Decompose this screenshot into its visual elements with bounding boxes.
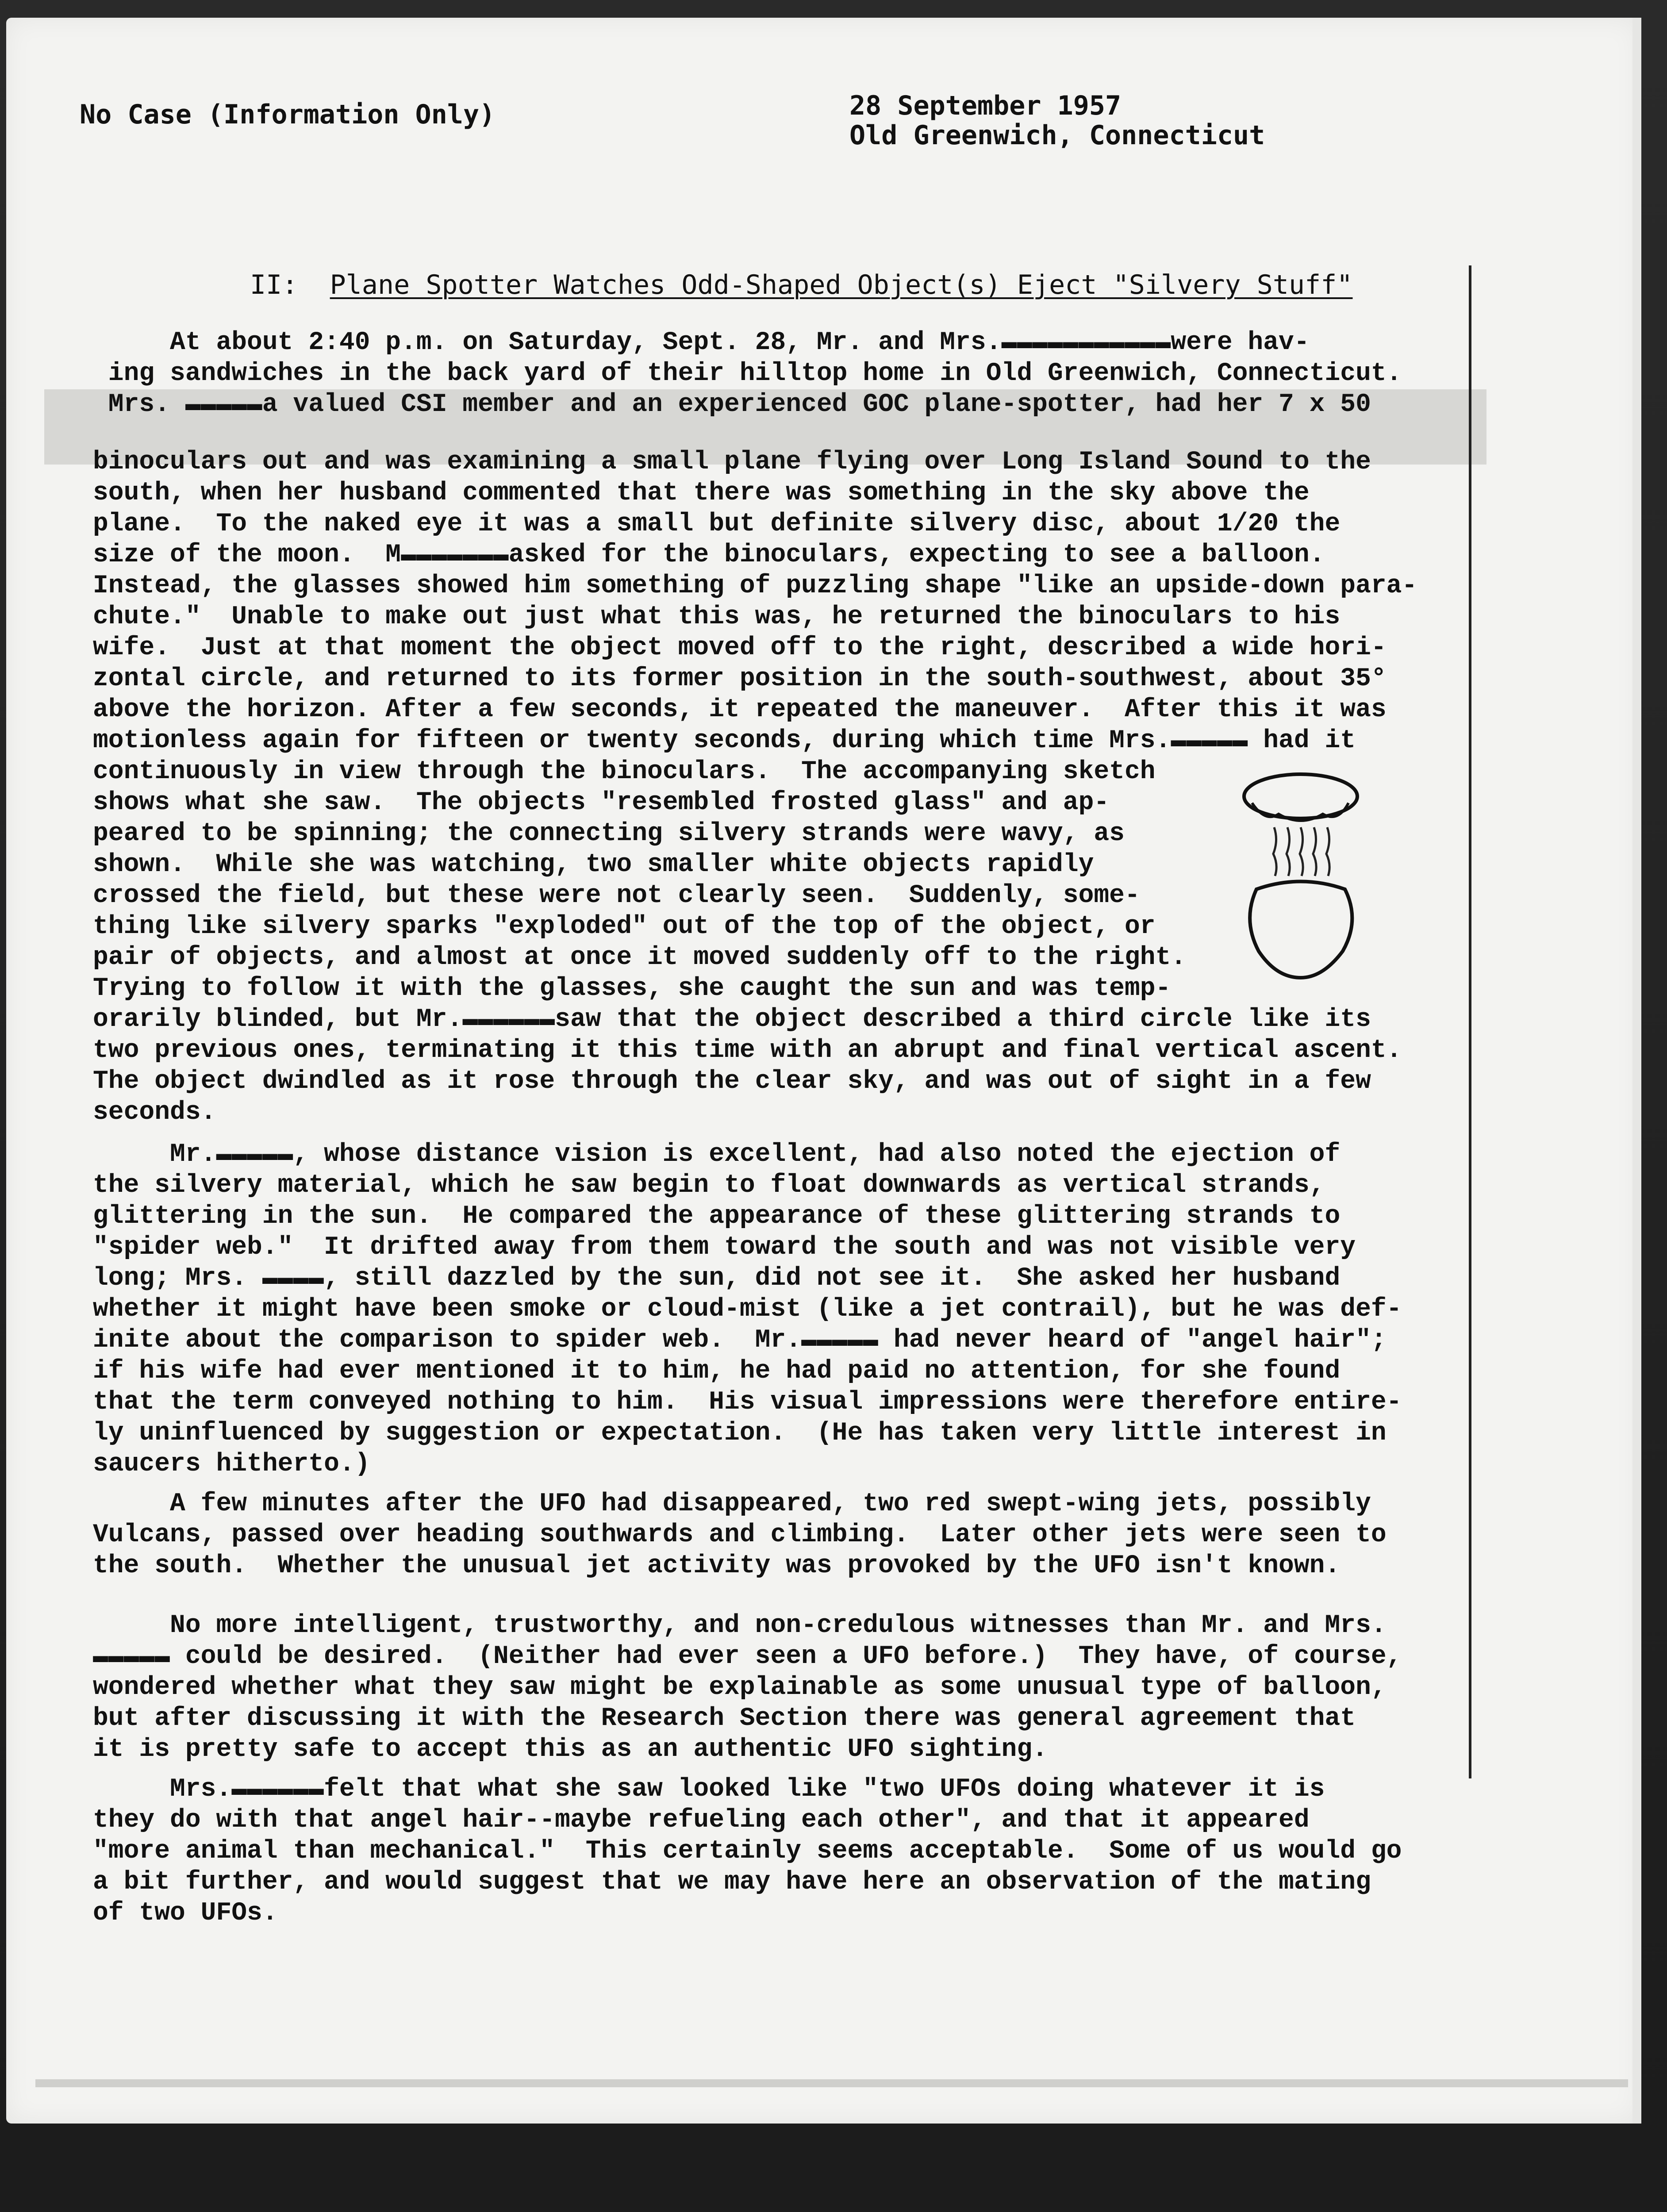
ufo-sketch [1234,770,1367,982]
section-number: II: [250,269,298,300]
paper-bottom-edge [35,2079,1628,2087]
paragraph-jets: A few minutes after the UFO had disappeared, two red swept-wing jets, possibly Vulcans, passed over heading southwards and climbing. Later other jets were seen to the south. Whether the unusual jet activity was provoked by the UFO isn't known. [93,1490,1387,1580]
section-title [250,270,1533,300]
case-status: No Case (Information Only) [80,99,495,130]
paragraph-observation: binoculars out and was examining a small plane flying over Long Island Sound to the south, when her husband commented that there was something in the sky above the plane. To the naked eye it was a small but definite silvery disc, about 1/20 the size of the moon. M▬▬▬▬▬▬▬asked for the binoculars, expecting to see a balloon. Instead, the glasses showed him something of puzzling shape "like an upside-down para- chute." Unable to make out just what this was, he returned the binoculars to his wife. Just at that moment the object moved off to the right, described a wide hori- zontal circle, and returned to its former position in the south-southwest, about 35° above the horizon. After a few seconds, it repeated the maneuver. After this it was motionless again for fifteen or twenty seconds, during which time Mrs.▬▬▬▬▬ had it continuously in view through the binoculars. The accompanying sketch shows what she saw. The objects "resembled frosted glass" and ap- peared to be spinning; the connecting silvery strands were wavy, as shown. While she was watching, two smaller white objects rapidly crossed the field, but these were not clearly seen. Suddenly, some- thing like silvery sparks "exploded" out of the top of the object, or pair of objects, and almost at once it moved suddenly off to the right. Trying to follow it with the glasses, she caught the sun and was temp- orarily blinded, but Mr.▬▬▬▬▬▬saw that the object described a third circle like its two previous ones, terminating it this time with an abrupt and final vertical ascent. The object dwindled as it rose through the clear sky, and was out of sight in a few seconds. [93,448,1417,1127]
report-location: Old Greenwich, Connecticut [849,120,1265,151]
sketch-strand [1287,827,1290,876]
paragraph-conclusion: Mrs.▬▬▬▬▬▬felt that what she saw looked like "two UFOs doing whatever it is they do with that angel hair--maybe refueling each other", and that it appeared "more animal than mechanical." This certainly seems acceptable. Some of us would go a bit further, and would suggest that we may have here an observation of the mating of two UFOs. [93,1775,1402,1928]
sketch-strand [1326,827,1329,876]
sketch-lower-object [1250,882,1352,978]
report-date: 28 September 1957 [849,90,1122,121]
sketch-strand [1300,827,1303,876]
section-heading: Plane Spotter Watches Odd-Shaped Object(s) Eject "Silvery Stuff" [330,269,1353,300]
paragraph-spider-web: Mr.▬▬▬▬▬, whose distance vision is excellent, had also noted the ejection of the silvery material, which he saw begin to float downwards as vertical strands, glittering in the sun. He compared the appearance of these glittering strands to "spider web." It drifted away from them toward the south and was not visible very long; Mrs. ▬▬▬▬, still dazzled by the sun, did not see it. She asked her husband whether it might have been smoke or cloud-mist (like a jet contrail), but he was def- inite about the comparison to spider web. Mr.▬▬▬▬▬ had never heard of "angel hair"; if his wife had ever mentioned it to him, he had paid no attention, for she found that the term conveyed nothing to him. His visual impressions were therefore entire- ly uninfluenced by suggestion or expectation. (He has taken very little interest in saucers hitherto.) [93,1140,1402,1479]
sketch-strand [1313,827,1316,876]
paragraph-intro: At about 2:40 p.m. on Saturday, Sept. 28, Mr. and Mrs.▬▬▬▬▬▬▬▬▬▬▬were hav- ing sandwiches in the back yard of their hilltop home in Old Greenwich, Connecticut. Mrs. ▬▬▬▬▬a valued CSI member and an experienced GOC plane-spotter, had her 7 x 50 [108,328,1402,419]
paper-edge [1632,18,1641,2124]
paragraph-witnesses: No more intelligent, trustworthy, and non-credulous witnesses than Mr. and Mrs. ▬▬▬▬▬ could be desired. (Neither had ever seen a UFO before.) They have, of course, wondered whether what they saw might be explainable as some unusual type of balloon, but after discussing it with the Research Section there was general agreement that it is pretty safe to accept this as an authentic UFO sighting. [93,1611,1402,1764]
sketch-strand [1273,827,1276,876]
